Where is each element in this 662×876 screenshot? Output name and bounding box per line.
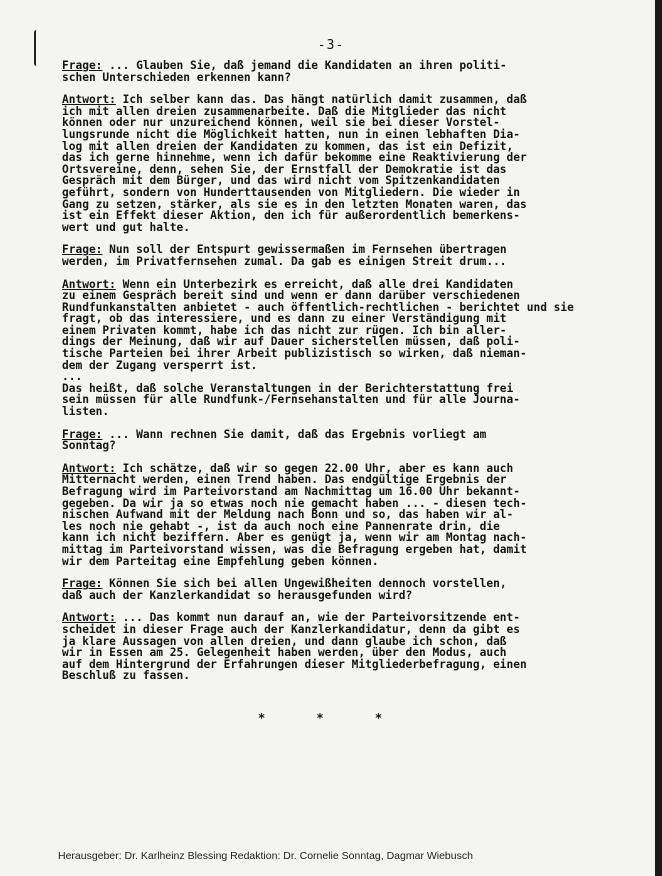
text-line: fragt, ob das interessiere, und es dann zu einer Verständigung mit <box>62 312 507 326</box>
text-line: Rundfunkanstalten anbietet - auch öffentlich-rechtlichen - berichtet und sie <box>62 300 574 314</box>
text-line: ... <box>62 370 83 384</box>
text-line: nischen Aufwand mit der Meldung nach Bonn und so, das haben wir al- <box>62 508 514 522</box>
text-line: daß auch der Kanzlerkandidat so herausgefunden wird? <box>62 588 413 602</box>
text-line: auf dem Hintergrund der Erfahrungen dieser Mitgliederbefragung, einen <box>62 657 527 671</box>
text-line: dings der Meinung, daß wir auf Dauer sicherstellen müssen, daß poli- <box>62 335 521 349</box>
text-line-rest: ... Wann rechnen Sie damit, daß das Ergebnis vorliegt am <box>102 427 487 441</box>
speaker-label: Frage: <box>62 243 103 257</box>
text-line: zu einem Gespräch bereit sind und wenn er dann darüber verschiedenen <box>62 289 521 303</box>
question-block <box>62 578 562 601</box>
text-line-rest: ... Glauben Sie, daß jemand die Kandidaten an ihren politi- <box>102 59 507 72</box>
text-line: Ortsvereine, denn, sehen Sie, der Ernstfall der Demokratie ist das <box>62 162 507 176</box>
text-line: ja klare Aussagen von allen dreien, und dann glaube ich schon, daß <box>62 634 507 648</box>
text-line: schen Unterschieden erkennen kann? <box>62 70 292 84</box>
text-line-rest: Wenn ein Unterbezirk es erreicht, daß alle drei Kandidaten <box>115 277 514 291</box>
text-line-rest: Ich selber kann das. Das hängt natürlich damit zusammen, daß <box>115 93 527 107</box>
text-line: Befragung wird im Parteivorstand am Nachmittag um 16.00 Uhr bekannt- <box>62 485 521 498</box>
text-line: sein müssen für alle Rundfunk-/Fernsehanstalten und für alle Journa- <box>62 393 521 407</box>
speaker-label: Antwort: <box>62 93 116 107</box>
scan-edge <box>655 0 662 876</box>
text-line: les noch nie gehabt -, ist da auch noch eine Pannenrate drin, die <box>62 519 500 533</box>
speaker-label: Frage: <box>62 59 103 72</box>
text-line: tische Parteien bei ihrer Arbeit publizistisch so wirken, daß nieman- <box>62 347 527 361</box>
text-line: wir in Essen am 25. Gelegenheit haben werden, über den Modus, auch <box>62 646 507 660</box>
text-line-rest: Können Sie sich bei allen Ungewißheiten dennoch vorstellen, <box>102 577 507 591</box>
text-line: dem der Zugang versperrt ist. <box>62 358 258 372</box>
text-line: listen. <box>62 405 110 419</box>
text-line: Gang zu setzen, stärker, als sie es in den letzten Monaten waren, das <box>62 197 527 211</box>
page-number: -3- <box>317 38 345 53</box>
question-block <box>62 60 562 83</box>
text-line: Sonntag? <box>62 439 116 453</box>
text-line: werden, im Privatfernsehen zumal. Da gab es einigen Streit drum... <box>62 254 507 268</box>
speaker-label: Antwort: <box>62 461 116 475</box>
end-stars: * * * <box>257 711 405 725</box>
text-line: wert und gut halte. <box>62 220 190 234</box>
text-line: das ich gerne hinnehme, wenn ich dafür bekomme eine Reaktivierung der <box>62 151 527 165</box>
text-line <box>62 578 562 590</box>
text-line: kann ich nicht beziffern. Aber es genügt ja, wenn wir am Montag nach- <box>62 531 527 545</box>
footer-imprint: Herausgeber: Dr. Karlheinz Blessing Redaktion: Dr. Cornelie Sonntag, Dagmar Wiebusch <box>58 850 473 862</box>
answer-block <box>62 277 574 419</box>
text-line <box>62 60 562 72</box>
text-line: log mit allen dreien der Kandidaten zu kommen, das ist ein Defizit, <box>62 139 514 153</box>
text-line: Gespräch mit dem Bürger, und das wird nicht vom Spitzenkandidaten <box>62 174 500 188</box>
question-block <box>62 244 562 267</box>
text-line: gegeben. Da wir ja so etwas noch nie gemacht haben ... - diesen tech- <box>62 496 527 510</box>
text-line-rest: Nun soll der Entspurt gewissermaßen im Fernsehen übertragen <box>102 243 507 257</box>
answer-block <box>62 612 562 682</box>
text-line: mittag im Parteivorstand wissen, was die Befragung ergeben hat, damit <box>62 542 527 556</box>
text-line: Mitternacht werden, einen Trend haben. Das endgültige Ergebnis der <box>62 473 507 487</box>
text-line: ist ein Effekt dieser Aktion, den ich für außerordentlich bemerkens- <box>62 209 521 223</box>
text-line <box>62 429 562 441</box>
question-block <box>62 429 562 452</box>
speaker-label: Frage: <box>62 427 103 441</box>
text-line: einem Privaten kommt, habe ich das nicht zur rügen. Ich bin aller- <box>62 323 507 337</box>
text-line: Das heißt, daß solche Veranstaltungen in der Berichterstattung frei <box>62 381 514 395</box>
speaker-label: Antwort: <box>62 611 116 625</box>
interview-text <box>62 59 574 693</box>
answer-block <box>62 94 562 233</box>
text-line: wir dem Parteitag eine Empfehlung geben können. <box>62 554 379 568</box>
text-line: scheidet in dieser Frage auch der Kanzlerkandidatur, denn da gibt es <box>62 622 521 636</box>
text-line: können oder nur unzureichend können, weil sie bei dieser Vorstel- <box>62 116 500 130</box>
text-line-rest: Ich schätze, daß wir so gegen 22.00 Uhr, aber es kann auch <box>115 461 514 475</box>
speaker-label: Antwort: <box>62 277 116 291</box>
text-line: geführt, sondern von Hunderttausenden von Mitgliedern. Die wieder in <box>62 185 521 199</box>
answer-block <box>62 463 562 567</box>
speaker-label: Frage: <box>62 577 103 591</box>
text-line: lungsrunde nicht die Möglichkeit hatten, nun in einen lebhaften Dia- <box>62 127 521 141</box>
text-line: ich mit allen dreien zusammenarbeite. Daß die Mitglieder das nicht <box>62 104 507 118</box>
text-line: Beschluß zu fassen. <box>62 669 190 683</box>
text-line-rest: ... Das kommt nun darauf an, wie der Parteivorsitzende ent- <box>115 611 521 625</box>
